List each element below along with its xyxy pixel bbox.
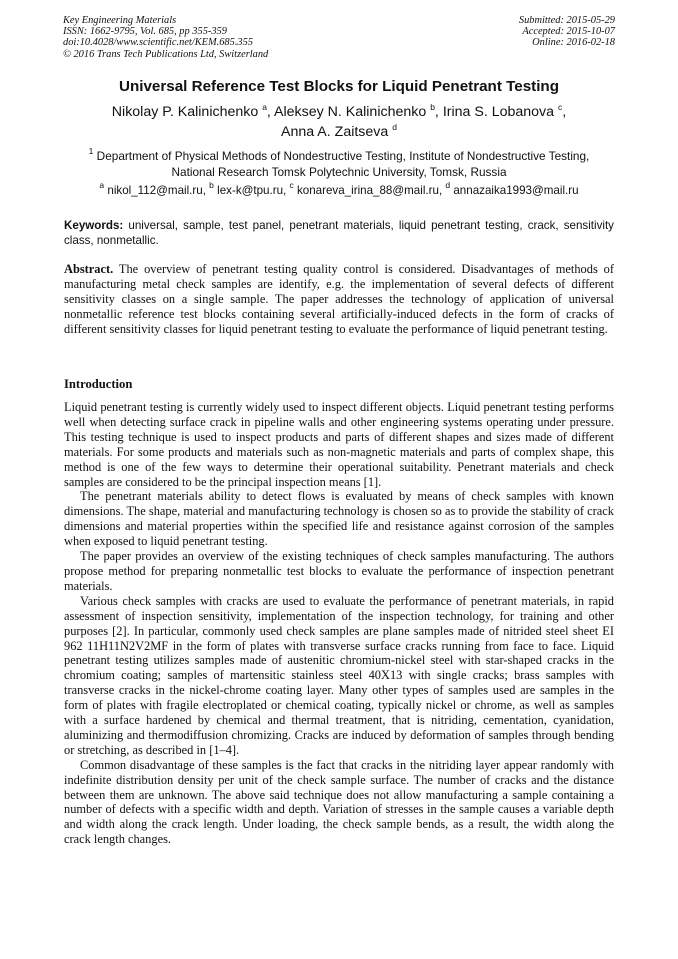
paragraph: Liquid penetrant testing is currently widely used to inspect different objects. Liquid penetrant testing performs well when detecting surface crack in pipeline walls and other engineering systems operating under pressure. This testing technique is used to inspect products and parts of different shapes and sizes made of different materials. For some products and materials such as non-magnetic materials and parts of complex shape, this method is one of the few ways to determine their operational suitability. Penetrant materials and check samples are considered to be the principal inspection means [1].: [64, 400, 614, 489]
paragraph: The penetrant materials ability to detect flows is evaluated by means of check samples with known dimensions. The shape, material and manufacturing technology is chosen so as to provide the stability of crack dimensions and material properties within the specified life and resistance against corrosion of the samples when exposed to liquid penetrant testing.: [64, 489, 614, 549]
author-2-mark: b: [430, 102, 435, 113]
email-link[interactable]: nikol_112@mail.ru: [107, 184, 203, 197]
online-date: Online: 2016-02-18: [532, 37, 615, 49]
affiliation-mark: 1: [88, 146, 94, 157]
accepted-date: Accepted: 2015-10-07: [522, 26, 615, 38]
author-1-mark: a: [262, 102, 267, 113]
email-link[interactable]: lex-k@tpu.ru: [217, 184, 284, 197]
abstract-label: Abstract.: [64, 262, 114, 276]
issn-line: ISSN: 1662-9795, Vol. 685, pp 355-359: [63, 26, 227, 38]
journal-info: [63, 15, 268, 60]
affiliation-line-2: National Research Tomsk Polytechnic University, Tomsk, Russia: [171, 164, 507, 179]
publication-dates: [519, 15, 615, 49]
abstract: [64, 262, 614, 337]
author-3-mark: c: [557, 102, 563, 113]
author-list: [40, 103, 638, 142]
journal-name: Key Engineering Materials: [63, 15, 177, 26]
copyright-line: © 2016 Trans Tech Publications Ltd, Switzerland: [63, 48, 269, 60]
email-list: $^a$ nikol_112@mail.ru, $^b$ lex-k@tpu.ru, $^c$ konareva_irina_88@mail.ru, $^d$ annazaika1993@mail.ru: [99, 180, 579, 197]
paragraph: Various check samples with cracks are used to evaluate the performance of penetrant materials, in rapid assessment of inspection sensitivity, implementation of the inspection technology, for training and other purposes [2]. In particular, commonly used check samples are plane samples made of nitrided steel sheet EI 962 11H11N2V2MF in the form of plates with transverse surface cracks running from face to face. Liquid penetrant testing utilizes samples made of austenitic chromium-nickel steel with star-shaped cracks in the chromium coating; samples of martensitic stainless steel 40X13 with single cracks; brass samples with transverse cracks in the nickel-chrome coating layer. Many other types of samples used are samples in the form of plates with fragile electroplated or chemical coating, typically nickel or chrome, as well as samples with a surface hardened by chemical and thermal treatment, that is nitriding, cementation, cyanidation, aluminizing and thermodiffusion chromizing. Cracks are induced by deformation of samples through bending or stretching, as described in [1–4].: [64, 593, 614, 757]
abstract-text: The overview of penetrant testing quality control is considered. Disadvantages of methods of manufacturing metal check samples are identify, e.g. the implementation of several defects of different sensitivity classes on a single sample. The paper addresses the technology of application of universal nonmetallic reference test blocks containing several artificially-induced defects in the form of cracks of different sensitivity classes for liquid penetrant testing to evaluate the performance of liquid penetrant testing.: [64, 262, 614, 336]
keywords: [64, 219, 614, 248]
paragraph: The paper provides an overview of the existing techniques of check samples manufacturing. The authors propose method for preparing nonmetallic test blocks to evaluate the performance of inspection penetrant materials.: [64, 549, 614, 593]
keywords-label: Keywords:: [64, 219, 124, 232]
author-4: Anna A. Zaitseva $^d$: [281, 121, 397, 140]
affiliation: [40, 146, 638, 180]
author-4-mark: d: [392, 121, 397, 132]
introduction-body: [64, 400, 614, 847]
email-link[interactable]: annazaika1993@mail.ru: [453, 184, 579, 197]
author-3: Irina S. Lobanova $^c$,: [442, 102, 567, 120]
section-heading-introduction: Introduction: [64, 377, 133, 391]
keywords-text: universal, sample, test panel, penetrant materials, liquid penetrant testing, crack, sensitivity class, nonmetallic.: [64, 219, 614, 247]
affiliation-line-1: Department of Physical Methods of Nondestructive Testing, Institute of Nondestructive Testing,: [96, 149, 590, 163]
author-1: Nikolay P. Kalinichenko $^a$,: [111, 102, 275, 120]
paper-title: Universal Reference Test Blocks for Liquid Penetrant Testing: [119, 78, 559, 95]
paragraph: Common disadvantage of these samples is the fact that cracks in the nitriding layer appear randomly with indefinite distribution density per unit of the check sample surface. The number of cracks and the distance between them are unknown. The above said technique does not allow manufacturing a sample containing a number of defects with a specific width and depth. Variation of stresses in the sample causes a variable depth and width along the crack length. Under loading, the check sample bends, as a result, the width along the crack length changes.: [64, 757, 614, 847]
doi-line: doi:10.4028/www.scientific.net/KEM.685.355: [63, 37, 253, 49]
submitted-date: Submitted: 2015-05-29: [518, 15, 615, 26]
email-link[interactable]: konareva_irina_88@mail.ru: [296, 184, 439, 197]
author-2: Aleksey N. Kalinichenko $^b$,: [274, 102, 443, 120]
